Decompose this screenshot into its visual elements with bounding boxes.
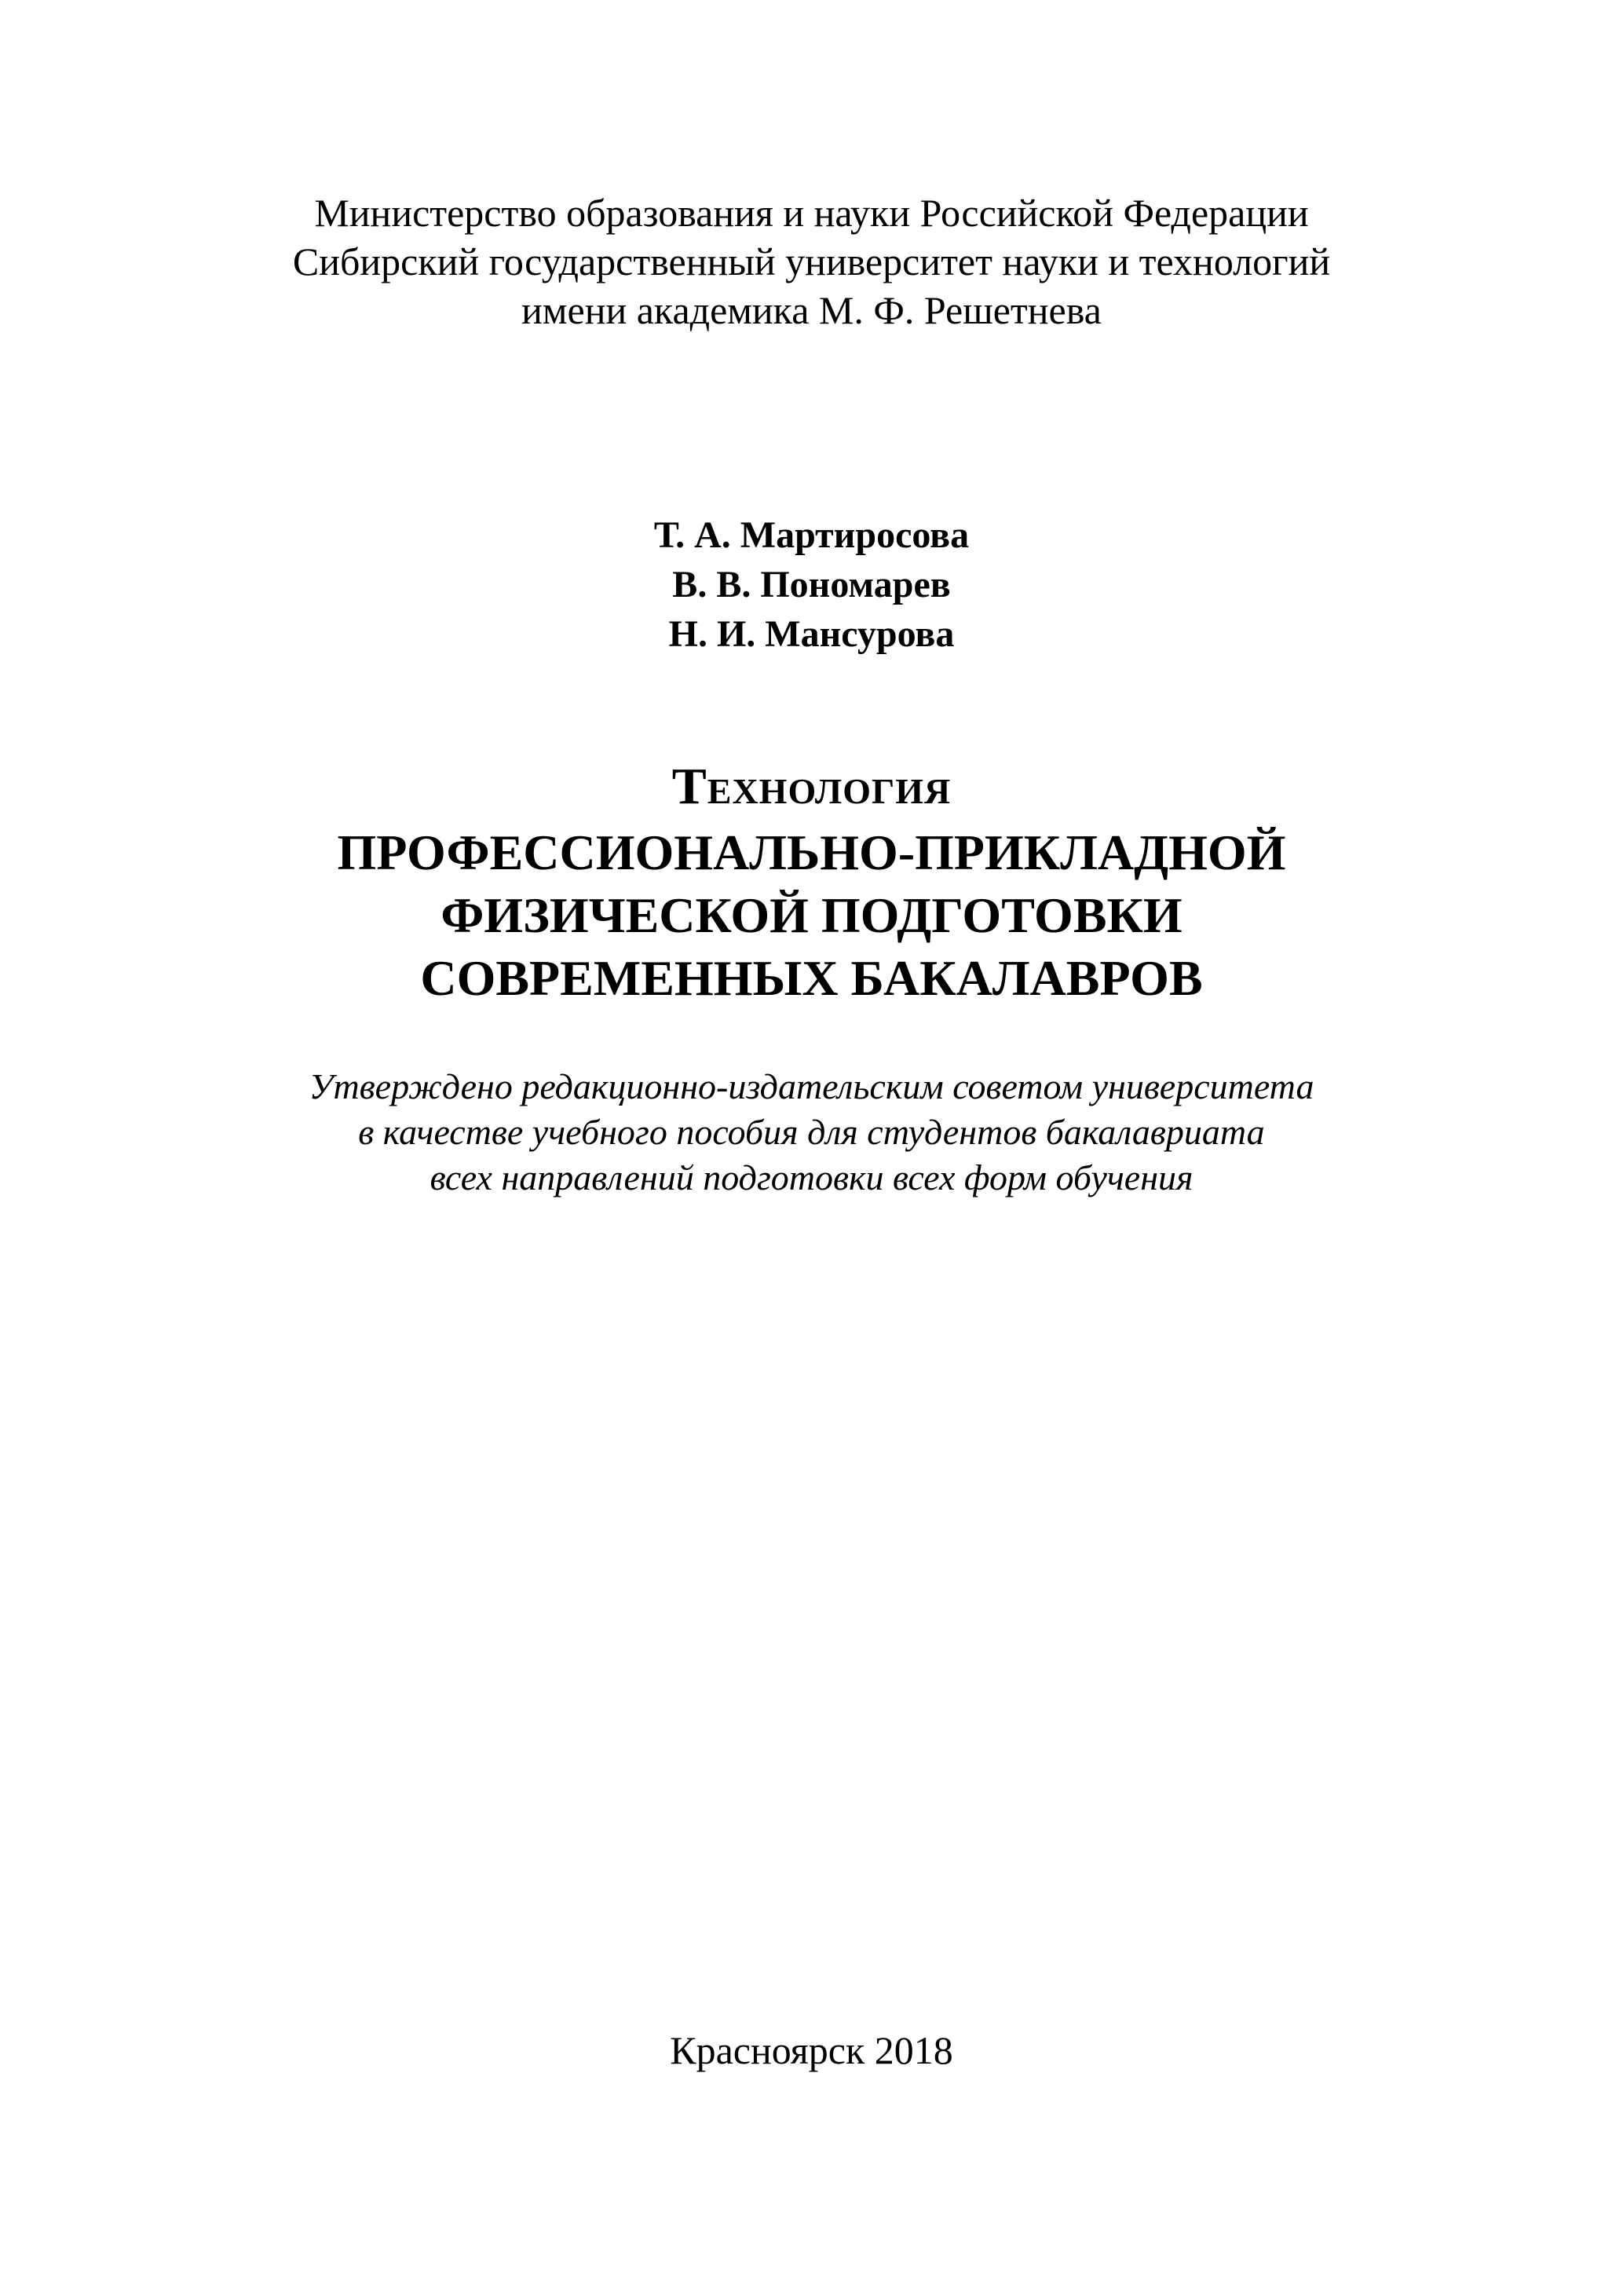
imprint: [0, 2026, 1623, 2075]
author-name: Н. И. Мансурова: [668, 613, 955, 655]
book-title-line: ФИЗИЧЕСКОЙ ПОДГОТОВКИ: [440, 887, 1183, 943]
book-title-first-line: Технология: [671, 758, 952, 815]
university-dedication: имени академика М. Ф. Решетнева: [521, 288, 1102, 332]
authors-list: [0, 510, 1623, 659]
approval-line: всех направлений подготовки всех форм обучения: [430, 1157, 1193, 1197]
book-title: [0, 752, 1623, 1010]
institution-header: [0, 188, 1623, 335]
book-title-line: СОВРЕМЕННЫХ БАКАЛАВРОВ: [420, 950, 1203, 1006]
author-name: В. В. Пономарев: [672, 564, 951, 605]
approval-line: в качестве учебного пособия для студентов бакалавриата: [358, 1112, 1265, 1152]
book-title-line: ПРОФЕССИОНАЛЬНО-ПРИКЛАДНОЙ: [337, 824, 1286, 880]
university-name: Сибирский государственный университет науки и технологий: [292, 239, 1331, 283]
approval-note: [0, 1064, 1623, 1201]
approval-line: Утверждено редакционно-издательским советом университета: [309, 1066, 1314, 1106]
author-name: Т. А. Мартиросова: [653, 514, 970, 556]
ministry-name: Министерство образования и науки Российской Федерации: [314, 191, 1309, 235]
city-year: Красноярск 2018: [670, 2028, 953, 2072]
